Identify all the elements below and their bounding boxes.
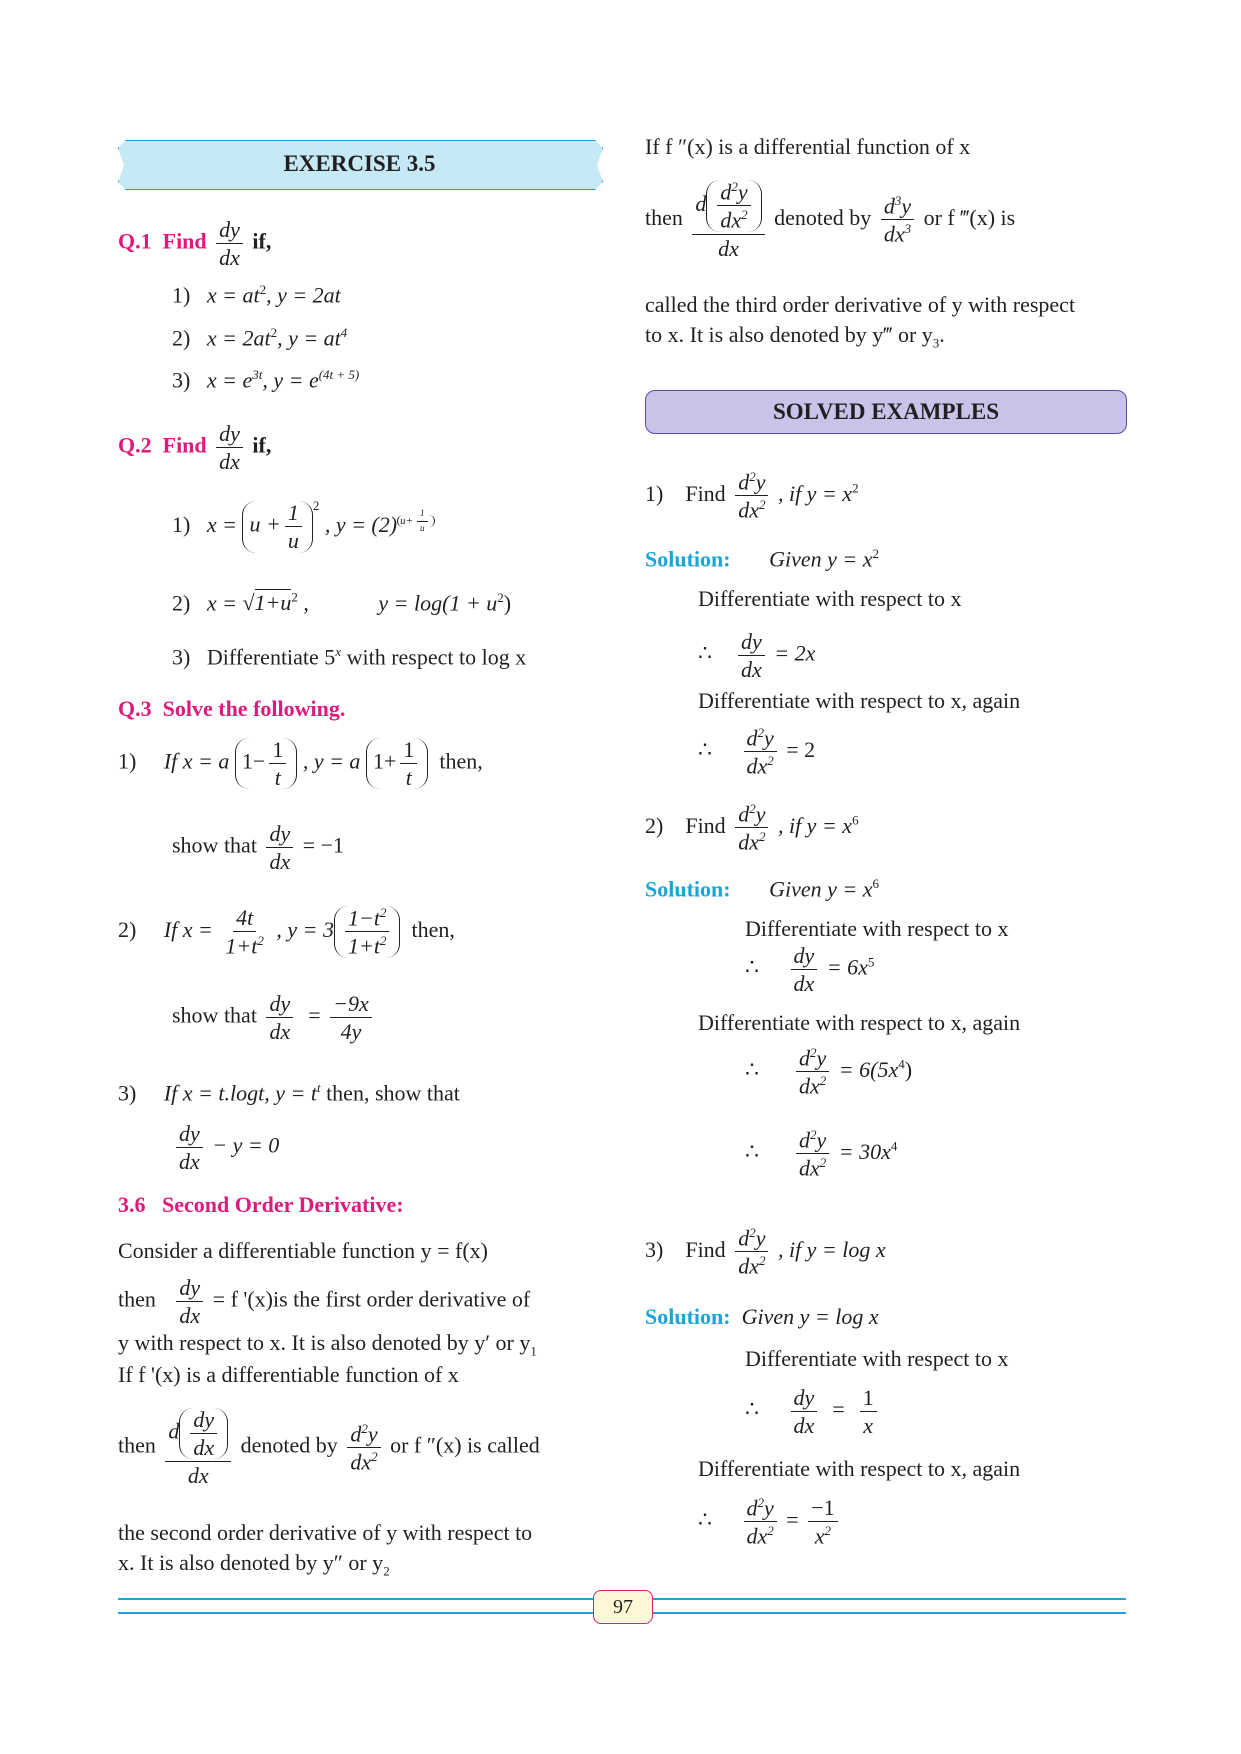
exercise-title: EXERCISE 3.5 <box>283 151 436 176</box>
example-2-step-1: Differentiate with respect to x <box>745 916 1009 941</box>
q3-item-3: 3) If x = t.logt, $y = t^t$ then, show that <box>118 1080 460 1106</box>
sec36-para-1: Consider a differentiable function y = f(x) <box>118 1238 488 1263</box>
sec36-para-4: If f '(x) is a differentiable function of x <box>118 1362 459 1387</box>
example-2-result-3: ∴ $\frac{d^2y}{dx^2}$ = $30x^4$ <box>745 1127 898 1181</box>
q1-item-3: 3) $x = e^{3t}$, $y = e^{(4t + 5)}$ <box>172 367 360 393</box>
q2-item-1: 1) x = u + $\frac{1}{u}$ $^2$ , y = (2) $^{u+ \frac{1}{u}}$ <box>172 498 435 553</box>
sec36-para-2: then $\frac{dy}{dx}$ = f '(x)is the first order derivative of <box>118 1275 531 1329</box>
right-intro-3: called the third order derivative of y with respect <box>645 292 1076 317</box>
example-3-result-2: ∴ $\frac{d^2y}{dx^2}$ = $\frac{-1}{x^2}$ <box>698 1496 842 1548</box>
q2-heading: Q.2 Find $\frac{dy}{dx}$ if, <box>118 421 272 475</box>
q1-heading: Q.1 Find $\frac{dy}{dx}$ if, <box>118 217 272 271</box>
q1-item-2: 2) $x = 2at^2$, $y = at^4$ <box>172 325 348 351</box>
sec36-para-5: then d $\frac{dy}{dx}$ dx denoted by $\frac{d^2y}{dx^2}$ or f ″(x) is called <box>118 1407 540 1489</box>
q3-item-2-show: show that $\frac{dy}{dx}$ = $\frac{-9x}{4y}$ <box>172 992 376 1043</box>
example-1-solution: Solution: Given $y = x^2$ <box>645 546 879 572</box>
example-3-result-1: ∴ $\frac{dy}{dx}$ = $\frac{1}{x}$ <box>745 1386 881 1437</box>
dy-dx-fraction: $\frac{dy}{dx}$ <box>216 218 243 269</box>
example-1-result-2: ∴ $\frac{d^2y}{dx^2}$ = 2 <box>698 725 816 779</box>
example-1-result-1: ∴ $\frac{dy}{dx}$ = 2x <box>698 629 816 683</box>
right-intro-1: If f ″(x) is a differential function of x <box>645 134 971 159</box>
q1-item-1: 1) $x = at^2$, y = 2at <box>172 282 341 308</box>
example-1-question: 1) Find $\frac{d^2y}{dx^2}$ , if $y = x^2$ <box>645 469 859 523</box>
solved-examples-banner: SOLVED EXAMPLES <box>645 390 1127 434</box>
sec36-para-7: x. It is also denoted by y″ or $y_2$ <box>118 1550 390 1579</box>
example-1-step-1: Differentiate with respect to x <box>698 586 962 611</box>
square-root: $√1+u^2$ <box>242 590 298 616</box>
example-3-question: 3) Find $\frac{d^2y}{dx^2}$ , if y = log x <box>645 1225 886 1279</box>
q3-heading: Q.3 Solve the following. <box>118 696 346 721</box>
dy-dx-fraction: $\frac{dy}{dx}$ <box>216 422 243 473</box>
page-number: 97 <box>593 1590 653 1624</box>
q3-item-1: 1) If x = a 1− $\frac{1}{t}$ , y = a 1+ $\frac{1}{t}$ then, <box>118 737 483 791</box>
q3-item-3-eq: $\frac{dy}{dx}$ − y = 0 <box>172 1122 279 1173</box>
right-intro-4: to x. It is also denoted by y‴ or $y_3$. <box>645 322 945 351</box>
example-2-solution: Solution: Given $y = x^6$ <box>645 876 879 902</box>
example-2-step-2: Differentiate with respect to x, again <box>698 1010 1021 1035</box>
example-3-solution: Solution: Given y = log x <box>645 1304 879 1329</box>
example-2-question: 2) Find $\frac{d^2y}{dx^2}$ , if $y = x^6$ <box>645 801 859 855</box>
q3-item-1-show: show that $\frac{dy}{dx}$ = −1 <box>172 821 345 875</box>
right-intro-2: then d $\frac{d^2y}{dx^2}$ dx denoted by $\frac{d^3y}{dx^3}$ or f ‴(x) is <box>645 179 1016 261</box>
example-2-result-1: ∴ $\frac{dy}{dx}$ = $6x^5$ <box>745 943 875 997</box>
sec36-para-3: y with respect to x. It is also denoted by y′ or $y_1$ <box>118 1330 537 1359</box>
sec36-para-6: the second order derivative of y with respect to <box>118 1520 533 1545</box>
q3-item-2: 2) If x = $\frac{4t}{1+t^2}$ , y = 3 $\frac{1-t^2}{1+t^2}$ then, <box>118 905 455 959</box>
example-2-result-2: ∴ $\frac{d^2y}{dx^2}$ = $6(5x^4)$ <box>745 1045 913 1099</box>
section-3-6-heading: 3.6 Second Order Derivative: <box>118 1192 404 1217</box>
example-3-step-1: Differentiate with respect to x <box>745 1346 1009 1371</box>
example-1-step-2: Differentiate with respect to x, again <box>698 688 1021 713</box>
example-3-step-2: Differentiate with respect to x, again <box>698 1456 1021 1481</box>
q2-item-2: 2) $x = √1+u^2$ , $y = \log(1 + u^2)$ <box>172 590 512 616</box>
q2-item-3: 3) Differentiate 5$^x$ with respect to log x <box>172 644 527 670</box>
